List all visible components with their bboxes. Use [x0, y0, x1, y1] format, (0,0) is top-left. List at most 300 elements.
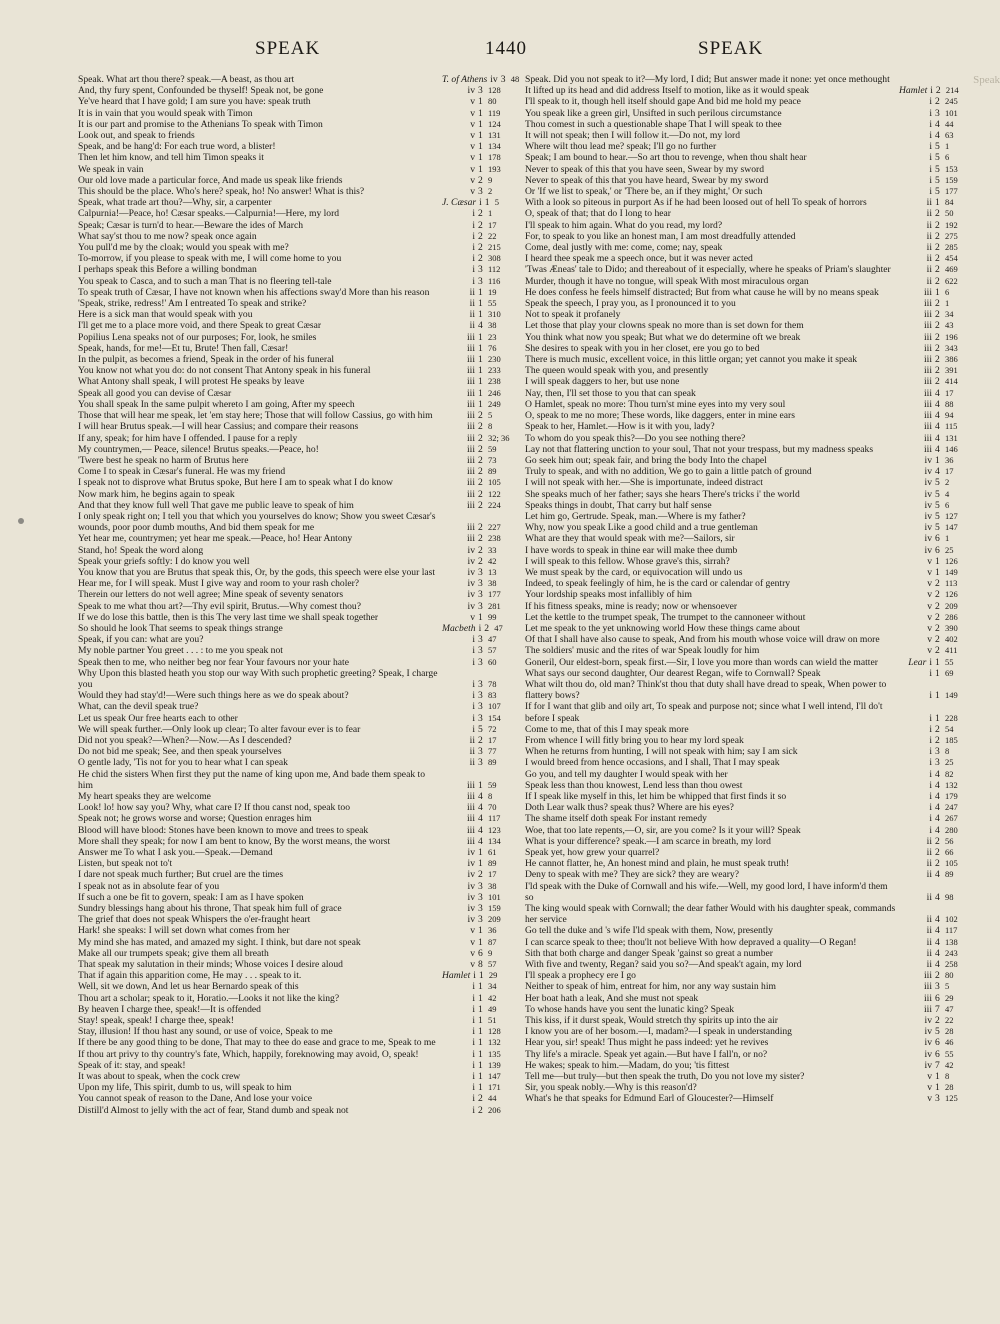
act-number: ii: [926, 869, 932, 881]
scene-number: 4: [935, 813, 940, 825]
entry-text: She desires to speak with you in her closet, ere you go to bed: [525, 342, 760, 354]
scene-number: 1: [478, 387, 483, 399]
scene-number: 2: [935, 342, 940, 354]
entry-text: Let those that play your clowns speak no more than is set down for them: [525, 320, 804, 332]
act-number: iii: [924, 387, 932, 399]
entry-text: Then let him know, and tell him Timon speaks it: [78, 152, 264, 164]
line-number: 63: [945, 130, 954, 141]
entry-reference: [442, 657, 508, 668]
line-number: 9: [488, 947, 493, 958]
entry-text: Yet hear me, countrymen; yet hear me speak.—Peace, ho! Hear Antony: [78, 533, 353, 545]
entry-reference: [899, 925, 965, 936]
line-number: 281: [488, 600, 501, 611]
entry-reference: [442, 791, 508, 802]
entry-text: Lay not that flattering unction to your soul, That not your trespass, but my madness speaks: [525, 443, 874, 455]
concordance-entry: [78, 1037, 508, 1048]
line-number: 87: [488, 936, 497, 947]
scene-number: 3: [478, 589, 483, 601]
entry-reference: [899, 85, 965, 96]
entry-reference: [899, 119, 965, 130]
entry-text: Now mark him, he begins again to speak: [78, 488, 235, 500]
entry-text: The soldiers' music and the rites of war Speak loudly for him: [525, 645, 760, 657]
line-number: 36: [488, 925, 497, 936]
entry-text: 'Twas Æneas' tale to Dido; and thereabout of it especially, where he speaks of Priam's slaughter: [525, 264, 891, 276]
concordance-entry: [78, 231, 508, 242]
scene-number: 5: [935, 477, 940, 489]
entry-reference: [899, 332, 965, 343]
entry-text: You know not what you do: do not consent That Antony speak in his funeral: [78, 365, 371, 377]
scene-number: 2: [478, 488, 483, 500]
act-number: iii: [924, 298, 932, 310]
line-number: 243: [945, 947, 958, 958]
entry-text: Let the kettle to the trumpet speak, The trumpet to the cannoneer without: [525, 611, 806, 623]
entry-reference: [442, 959, 508, 970]
entry-text: If there be any good thing to be done, That may to thee do ease and grace to me, Speak to me: [78, 1037, 436, 1049]
concordance-entry: [525, 522, 965, 533]
scene-number: 1: [478, 130, 483, 142]
act-number: i: [472, 1104, 475, 1116]
act-number: iii: [467, 522, 475, 534]
entry-text: The grief that does not speak Whispers the o'er-fraught heart: [78, 914, 311, 926]
scene-number: 2: [478, 454, 483, 466]
act-number: iii: [467, 477, 475, 489]
entry-reference: [899, 298, 965, 309]
act-number: i: [472, 1093, 475, 1105]
entry-reference: [899, 545, 965, 556]
scene-number: 2: [935, 354, 940, 366]
entry-reference: [442, 152, 508, 163]
page-number: 1440: [485, 38, 527, 59]
entry-reference: [899, 858, 965, 869]
act-number: iv: [467, 566, 475, 578]
entry-reference: [899, 522, 965, 533]
act-number: iv: [924, 544, 932, 556]
entry-reference: [442, 690, 508, 701]
line-number: 343: [945, 342, 958, 353]
entry-reference: [442, 96, 508, 107]
entry-text: If such a one be fit to govern, speak: I am as I have spoken: [78, 891, 304, 903]
concordance-entry: [525, 186, 965, 197]
concordance-entry: [525, 769, 965, 780]
act-number: iii: [467, 454, 475, 466]
entry-text: Speak to her, Hamlet.—How is it with you, lady?: [525, 421, 715, 433]
act-number: ii: [926, 858, 932, 870]
entry-reference: [899, 724, 965, 735]
line-number: 227: [488, 522, 501, 533]
concordance-entry: [525, 489, 965, 500]
concordance-entry: [78, 556, 508, 567]
entry-reference: [899, 981, 965, 992]
entry-reference: [442, 645, 508, 656]
entry-reference: [442, 376, 508, 387]
concordance-entry: [78, 298, 508, 309]
act-number: i: [929, 768, 932, 780]
scene-number: 2: [935, 589, 940, 601]
entry-reference: [899, 253, 965, 264]
act-number: i: [472, 1037, 475, 1049]
act-number: i: [472, 690, 475, 702]
act-number: i: [472, 1048, 475, 1060]
entry-text: I speak not as in absolute fear of you: [78, 880, 220, 892]
line-number: 258: [945, 959, 958, 970]
scene-number: 2: [935, 230, 940, 242]
entry-text: Listen, but speak not to't: [78, 858, 173, 870]
entry-reference: [899, 444, 965, 455]
scene-number: 2: [478, 499, 483, 511]
entry-reference: [899, 713, 965, 724]
act-number: i: [929, 813, 932, 825]
entry-text: You shall speak In the same pulpit whereto I am going, After my speech: [78, 398, 355, 410]
entry-text: Would they had stay'd!—Were such things here as we do speak about?: [78, 690, 349, 702]
entry-reference: [899, 567, 965, 578]
act-number: iii: [467, 488, 475, 500]
scene-number: 2: [478, 734, 483, 746]
scene-number: 5: [935, 163, 940, 175]
act-number: v: [927, 578, 932, 590]
concordance-entry: [78, 164, 508, 175]
entry-text: What says our second daughter, Our dearest Regan, wife to Cornwall? Speak: [525, 667, 821, 679]
line-number: 55: [945, 1048, 954, 1059]
line-number: 127: [945, 510, 958, 521]
scene-number: 1: [478, 141, 483, 153]
line-number: 82: [945, 768, 954, 779]
line-number: 1: [945, 298, 950, 309]
scene-number: 2: [935, 309, 940, 321]
entry-text: Did not you speak?—When?—Now.—As I descended?: [78, 734, 292, 746]
scene-number: 5: [935, 510, 940, 522]
entry-text: 'Speak, strike, redress!' Am I entreated To speak and strike?: [78, 298, 307, 310]
line-number: 29: [945, 992, 954, 1003]
line-number: 386: [945, 354, 958, 365]
line-number: 47: [494, 622, 503, 633]
scene-number: 1: [478, 365, 483, 377]
entry-reference: [442, 343, 508, 354]
entry-reference: [442, 455, 508, 466]
entry-reference: [899, 836, 965, 847]
act-number: ii: [926, 914, 932, 926]
concordance-entry: [525, 791, 965, 802]
entry-text: I'll speak a prophecy ere I go: [525, 970, 636, 982]
act-number: i: [929, 824, 932, 836]
entry-text: I speak not to disprove what Brutus spoke, But here I am to speak what I do know: [78, 477, 393, 489]
entry-text: My mind she has mated, and amazed my sight. I think, but dare not speak: [78, 936, 361, 948]
scene-number: 1: [478, 354, 483, 366]
act-number: v: [470, 925, 475, 937]
act-number: iv: [467, 578, 475, 590]
entry-reference: [899, 533, 965, 544]
scene-number: 1: [478, 970, 484, 982]
scene-number: 4: [935, 802, 940, 814]
entry-reference: [899, 757, 965, 768]
entry-text: Popilius Lena speaks not of our purposes; For, look, he smiles: [78, 331, 317, 343]
scene-number: 2: [484, 622, 490, 634]
entry-reference: [899, 769, 965, 780]
entry-reference: [442, 1049, 508, 1060]
concordance-entry: [525, 477, 965, 488]
concordance-entry: [525, 937, 965, 948]
scene-number: 1: [478, 1015, 483, 1027]
line-number: 34: [945, 309, 954, 320]
entry-reference: [442, 421, 508, 432]
concordance-entry: [525, 421, 965, 432]
entry-reference: [442, 477, 508, 488]
entry-reference: [442, 220, 508, 231]
entry-reference: [442, 634, 508, 645]
act-number: iii: [924, 342, 932, 354]
line-number: 113: [945, 578, 958, 589]
concordance-entry: [525, 634, 965, 645]
entry-text: O Hamlet, speak no more: Thou turn'st mine eyes into my very soul: [525, 398, 786, 410]
margin-dot: [18, 518, 24, 524]
entry-reference: [442, 578, 508, 589]
act-number: iii: [924, 309, 932, 321]
scene-number: 4: [935, 925, 940, 937]
entry-reference: [899, 1060, 965, 1071]
scene-number: 4: [935, 387, 940, 399]
entry-text: Look out, and speak to friends: [78, 130, 195, 142]
scene-number: 4: [935, 118, 940, 130]
line-number: 60: [488, 656, 497, 667]
scene-number: 2: [935, 85, 941, 97]
concordance-entry: [78, 175, 508, 186]
scene-number: 4: [935, 421, 940, 433]
concordance-entry: [525, 376, 965, 387]
scene-number: 2: [935, 578, 940, 590]
entry-text: Hear me, for I will speak. Must I give way and room to your rash choler?: [78, 578, 360, 590]
concordance-entry: [78, 612, 508, 623]
line-number: 238: [488, 533, 501, 544]
entry-text: If any, speak; for him have I offended. I pause for a reply: [78, 432, 298, 444]
line-number: 224: [488, 499, 501, 510]
entry-text: I can scarce speak to thee; thou'lt not believe With how depraved a quality—O Regan!: [525, 936, 857, 948]
entry-reference: [442, 141, 508, 152]
concordance-entry: [525, 444, 965, 455]
entry-text: Stand, ho! Speak the word along: [78, 544, 204, 556]
act-number: v: [470, 611, 475, 623]
concordance-entry: [78, 354, 508, 365]
line-number: 17: [488, 734, 497, 745]
line-number: 32; 36: [488, 432, 510, 443]
concordance-entry: [525, 612, 965, 623]
entry-text: Of that I shall have also cause to speak, And from his mouth whose voice will draw on more: [525, 634, 880, 646]
entry-reference: [899, 556, 965, 567]
entry-reference: [899, 825, 965, 836]
scene-number: 4: [935, 410, 940, 422]
line-number: 230: [488, 354, 501, 365]
act-number: i: [472, 992, 475, 1004]
line-number: 8: [488, 791, 493, 801]
concordance-entry: [525, 869, 965, 880]
entry-text: And that they know full well That gave me public leave to speak of him: [78, 499, 354, 511]
line-number: 38: [488, 880, 497, 891]
entry-text: What, can the devil speak true?: [78, 701, 199, 713]
line-number: 8: [488, 421, 493, 432]
act-number: i: [929, 96, 932, 108]
entry-text: Let me speak to the yet unknowing world How these things came about: [525, 622, 800, 634]
entry-text: Why Upon this blasted heath you stop our way With such prophetic greeting? Speak, I charge you: [78, 667, 438, 690]
act-number: iii: [467, 533, 475, 545]
entry-text: For, to speak to you like an honest man, I am most dreadfully attended: [525, 230, 796, 242]
line-number: 131: [488, 130, 501, 141]
line-number: 233: [488, 365, 501, 376]
entry-text: Therein our letters do not well agree; Mine speak of seventy senators: [78, 589, 344, 601]
act-number: ii: [926, 219, 932, 231]
concordance-entry: [78, 869, 508, 880]
entry-text: What is your difference? speak.—I am scarce in breath, my lord: [525, 835, 771, 847]
scene-number: 2: [935, 264, 940, 276]
scene-number: 2: [478, 253, 483, 265]
line-number: 206: [488, 1104, 501, 1115]
line-number: 139: [488, 1059, 501, 1070]
scene-number: 4: [478, 320, 483, 332]
entry-text: It will not speak; then I will follow it.—Do not, my lord: [525, 130, 741, 142]
entry-text: If his fitness speaks, mine is ready; now or whensoever: [525, 600, 738, 612]
line-number: 99: [488, 611, 497, 622]
line-number: 128: [488, 1026, 501, 1037]
line-number: 285: [945, 242, 958, 253]
act-number: iii: [467, 466, 475, 478]
concordance-entry: [525, 511, 965, 522]
concordance-entry: [525, 466, 965, 477]
scene-number: 1: [478, 398, 483, 410]
entry-text: Speak of it: stay, and speak!: [78, 1059, 186, 1071]
act-number: iv: [467, 891, 475, 903]
line-number: 454: [945, 253, 958, 264]
line-number: 77: [488, 746, 497, 757]
entry-text: Answer me To what I ask you.—Speak.—Demand: [78, 847, 273, 859]
act-number: i: [472, 208, 475, 220]
entry-text: Never to speak of this that you have heard, Swear by my sword: [525, 174, 769, 186]
scene-number: 1: [935, 656, 940, 668]
line-number: 247: [945, 802, 958, 813]
entry-text: The king would speak with Cornwall; the dear father Would with his daughter speak, commands her service: [525, 903, 896, 926]
scene-number: 2: [478, 466, 483, 478]
entry-reference: [899, 589, 965, 600]
entry-reference: [442, 1105, 508, 1116]
concordance-entry: [78, 881, 508, 892]
entry-text: I only speak right on; I tell you that which you yourselves do know; Show you sweet Cæsar's wounds, poor poor dumb mouths, And bid them speak for me: [78, 510, 436, 534]
line-number: 153: [945, 163, 958, 174]
concordance-entry: [525, 981, 965, 992]
act-number: iii: [467, 365, 475, 377]
line-number: 107: [488, 701, 501, 712]
scene-number: 4: [478, 791, 483, 802]
entry-text: She speaks much of her father; says she hears There's tricks i' the world: [525, 488, 800, 500]
act-number: iv: [467, 847, 475, 859]
entry-text: Sir, you speak nobly.—Why is this reason'd?: [525, 1082, 697, 1094]
entry-text: That speak my salutation in their minds; Whose voices I desire aloud: [78, 959, 343, 971]
line-number: 310: [488, 309, 501, 320]
line-number: 80: [945, 970, 954, 981]
scene-number: 2: [935, 600, 940, 612]
act-number: iv: [467, 914, 475, 926]
entry-text: Doth Lear walk thus? speak thus? Where are his eyes?: [525, 802, 734, 814]
entry-reference: [442, 500, 508, 511]
scene-number: 2: [935, 331, 940, 343]
line-number: 286: [945, 611, 958, 622]
entry-reference: [899, 343, 965, 354]
scene-number: 1: [478, 936, 483, 948]
concordance-entry: [78, 713, 508, 724]
entry-reference: [899, 108, 965, 119]
scene-number: 3: [478, 678, 483, 690]
concordance-entry: [78, 925, 508, 936]
entry-text: Nay, then, I'll set those to you that can speak: [525, 387, 696, 399]
act-number: iv: [924, 499, 932, 511]
entry-text: Let him go, Gertrude. Speak, man.—Where is my father?: [525, 510, 746, 522]
scene-number: 1: [478, 992, 483, 1004]
act-number: v: [927, 622, 932, 634]
line-number: 228: [945, 712, 958, 723]
act-number: iii: [467, 398, 475, 410]
entry-reference: [899, 1004, 965, 1015]
line-number: 83: [488, 690, 497, 701]
scene-number: 1: [478, 1082, 483, 1094]
entry-text: I dare not speak much further; But cruel are the times: [78, 869, 284, 881]
scene-number: 3: [478, 85, 483, 97]
act-number: i: [472, 1003, 475, 1015]
entry-text: Neither to speak of him, entreat for him, nor any way sustain him: [525, 981, 776, 993]
line-number: 112: [488, 264, 501, 275]
line-number: 55: [945, 656, 954, 667]
scene-number: 1: [478, 847, 483, 859]
scene-number: 2: [478, 1104, 483, 1116]
concordance-entry: [525, 332, 965, 343]
concordance-entry: [525, 130, 965, 141]
scene-number: 2: [478, 555, 483, 567]
scene-number: 2: [935, 835, 940, 847]
entry-text: This kiss, if it durst speak, Would stretch thy spirits up into the air: [525, 1015, 778, 1027]
scene-number: 3: [478, 186, 483, 198]
entry-text: Stay! speak, speak! I charge thee, speak!: [78, 1015, 234, 1027]
concordance-entry: [525, 802, 965, 813]
entry-reference: [899, 309, 965, 320]
entry-text: I know you are of her bosom.—I, madam?—I speak in understanding: [525, 1026, 792, 1038]
entry-reference: [899, 96, 965, 107]
entry-reference: [899, 376, 965, 387]
entry-text: If for I want that glib and oily art, To speak and purpose not; since what I well intend, I'll do't before I speak: [525, 701, 883, 724]
line-number: 22: [945, 1015, 954, 1026]
entry-reference: [899, 231, 965, 242]
scene-number: 4: [935, 466, 940, 478]
concordance-entry: [78, 208, 508, 219]
act-number: i: [472, 645, 475, 657]
concordance-entry: [78, 253, 508, 264]
entry-reference: [899, 175, 965, 186]
scene-number: 1: [935, 712, 940, 724]
concordance-entry: [78, 959, 508, 970]
concordance-entry: [525, 556, 965, 567]
act-number: i: [472, 723, 475, 735]
act-number: v: [470, 936, 475, 948]
line-number: 17: [488, 869, 497, 880]
entry-reference: [442, 433, 508, 444]
concordance-entry: [525, 231, 965, 242]
scene-number: 4: [935, 936, 940, 948]
scene-number: 2: [478, 443, 483, 455]
entry-text: We will speak further.—Only look up clear; To alter favour ever is to fear: [78, 723, 361, 735]
entry-text: And, thy fury spent, Confounded be thyself! Speak not, be gone: [78, 85, 324, 97]
concordance-entry: [78, 533, 508, 544]
entry-reference: [899, 1071, 965, 1082]
line-number: 214: [945, 85, 959, 96]
scene-number: 3: [478, 701, 483, 713]
entry-reference: [899, 970, 965, 981]
entry-reference: [442, 724, 508, 735]
concordance-entry: [525, 567, 965, 578]
entry-reference: [442, 881, 508, 892]
entry-text: Your lordship speaks most infallibly of him: [525, 589, 692, 601]
